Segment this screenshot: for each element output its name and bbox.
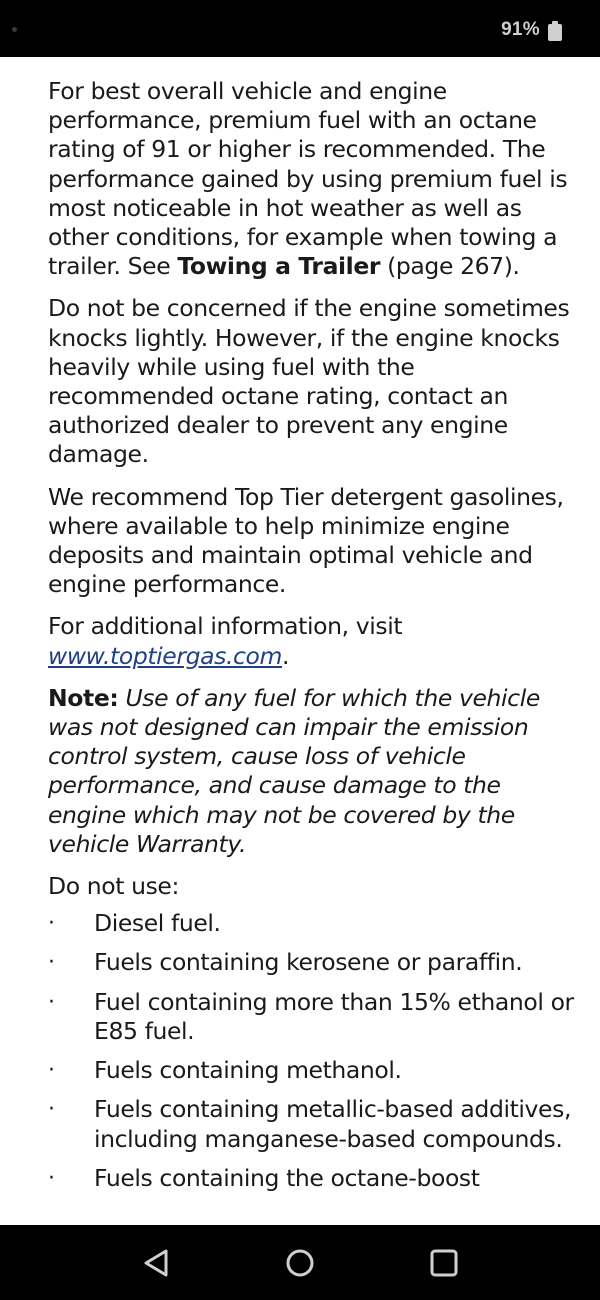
do-not-use-heading: Do not use: (48, 872, 180, 901)
status-bar (0, 0, 600, 57)
recents-icon (424, 1243, 464, 1283)
recents-button[interactable] (424, 1243, 464, 1283)
list-item: · Fuels containing kerosene or paraffin. (48, 948, 523, 977)
towing-trailer-reference[interactable]: Towing a Trailer (177, 252, 381, 281)
list-item: · Fuels containing methanol. (48, 1056, 402, 1085)
toptiergas-link[interactable]: www.toptiergas.com (48, 641, 283, 670)
battery-icon (548, 21, 562, 41)
bullet-icon: · (48, 1165, 55, 1191)
home-button[interactable] (280, 1243, 320, 1283)
list-item: · Fuel containing more than 15% ethanol or E85 fuel. (48, 987, 574, 1045)
note-text: Use of any fuel for which the vehicle was not designed can impair the emission control system, cause loss of vehicle performance, and cause damage to the engine which may not be covered by the vehicle Warranty. (48, 683, 540, 858)
bullet-icon: · (48, 989, 55, 1015)
do-not-use-list (48, 909, 584, 1193)
document-body (48, 77, 584, 1203)
paragraph-top-tier: We recommend Top Tier detergent gasolines, where available to help minimize engine deposits and maintain optimal vehicle and engine performance. (48, 482, 564, 599)
bullet-icon: · (48, 1058, 55, 1084)
paragraph-octane: For best overall vehicle and engine performance, premium fuel with an octane rating of 91 or higher is recommended. The performance gained by using premium fuel is most noticeable in hot weather as well as other conditions, for example when towing a trailer. See Towing a Trailer (page 267). (48, 77, 568, 281)
bullet-icon: · (48, 1097, 55, 1123)
list-item: · Fuels containing the octane-boost (48, 1163, 480, 1192)
paragraph-additional-info: For additional information, visit www.toptiergas.com. (48, 612, 403, 670)
note-label: Note: (48, 683, 119, 712)
bullet-icon: · (48, 911, 55, 937)
navigation-bar (0, 1225, 600, 1300)
back-icon (137, 1243, 177, 1283)
battery-percent: 91% (501, 19, 540, 40)
list-item: · Fuels containing metallic-based additives, including manganese-based compounds. (48, 1095, 572, 1153)
notification-dot-icon (12, 27, 17, 32)
document-viewer[interactable] (0, 57, 600, 1225)
back-button[interactable] (137, 1243, 177, 1283)
note-paragraph (48, 684, 584, 859)
paragraph-knocking: Do not be concerned if the engine sometimes knocks lightly. However, if the engine knocks heavily while using fuel with the recommended octane rating, contact an authorized dealer to prevent any engine damage. (48, 294, 570, 469)
bullet-icon: · (48, 950, 55, 976)
list-item: · Diesel fuel. (48, 909, 221, 938)
home-icon (280, 1243, 320, 1283)
